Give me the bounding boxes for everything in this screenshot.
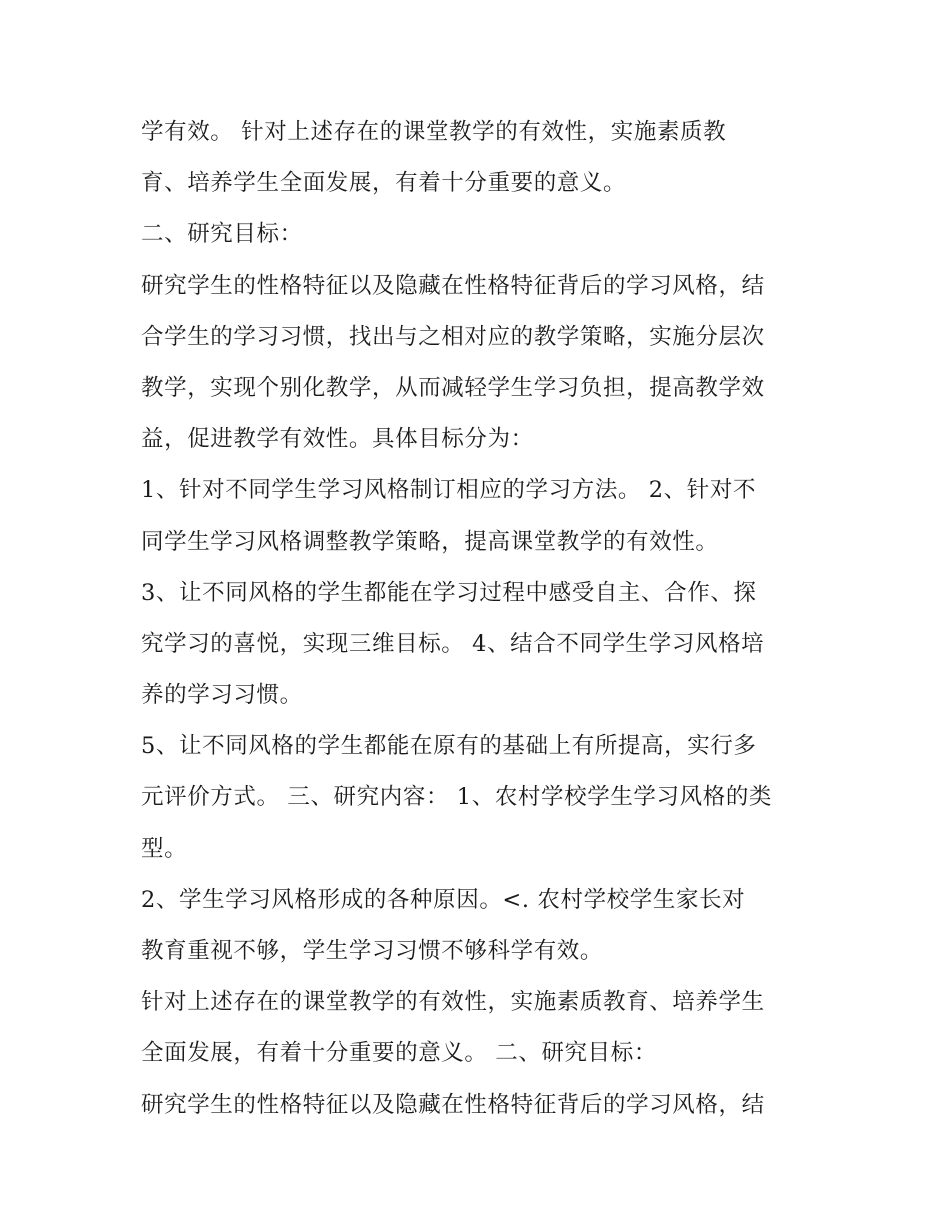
text-line: 针对上述存在的课堂教学的有效性，实施素质教育、培养学生 [141,989,765,1016]
text-line: 研究学生的性格特征以及隐藏在性格特征背后的学习风格，结 [141,1091,765,1118]
text-line: 益，促进教学有效性。具体目标分为： [141,426,534,453]
text-line: 教学，实现个别化教学，从而减轻学生学习负担，提高教学效 [141,374,765,401]
section-heading: 二、研究目标： [141,221,303,248]
text-line: 学有效。 针对上述存在的课堂教学的有效性，实施素质教 [141,119,727,145]
text-line: 究学习的喜悦，实现三维目标。 4、结合不同学生学习风格培 [141,630,765,657]
text-line: 5、让不同风格的学生都能在原有的基础上有所提高，实行多 [141,733,757,760]
text-line: 育、培养学生全面发展，有着十分重要的意义。 [141,170,627,197]
text-line: 1、针对不同学生学习风格制订相应的学习方法。 2、针对不 [141,477,757,504]
text-line: 2、学生学习风格形成的各种原因。<. 农村学校学生家长对 [141,886,746,913]
text-line: 型。 [141,835,188,862]
document-body [141,107,831,1131]
text-line: 研究学生的性格特征以及隐藏在性格特征背后的学习风格，结 [141,272,765,299]
text-line: 3、让不同风格的学生都能在学习过程中感受自主、合作、探 [141,579,757,606]
text-line: 同学生学习风格调整教学策略，提高课堂教学的有效性。 [141,528,719,555]
text-line: 教育重视不够，学生学习习惯不够科学有效。 [141,938,604,964]
text-line: 元评价方式。 三、研究内容： 1、农村学校学生学习风格的类 [141,784,773,811]
text-line: 养的学习习惯。 [141,682,303,709]
text-line: 合学生的学习习惯，找出与之相对应的教学策略，实施分层次 [141,323,765,350]
text-line: 全面发展，有着十分重要的意义。 二、研究目标： [141,1040,657,1067]
